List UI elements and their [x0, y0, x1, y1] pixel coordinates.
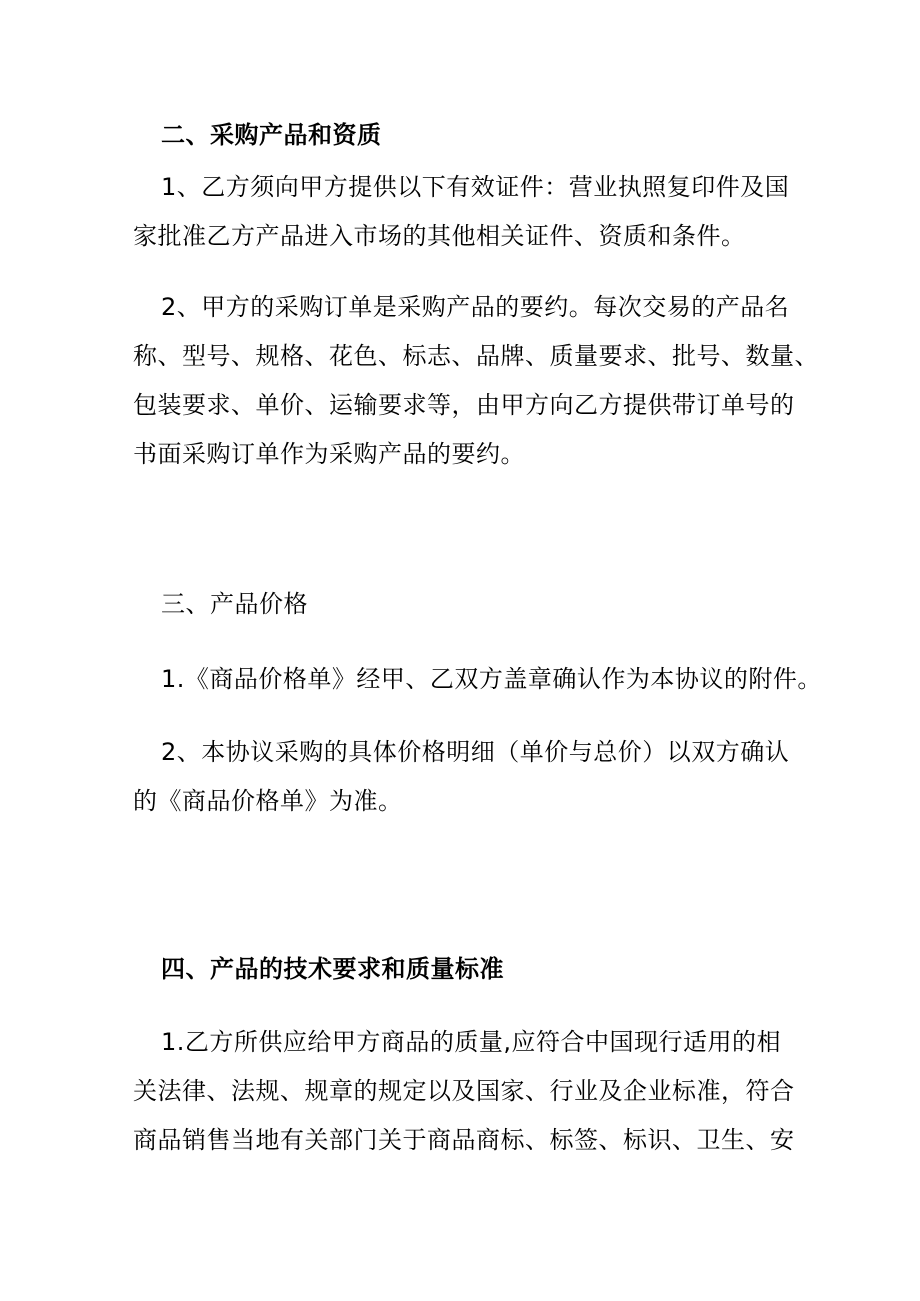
section-4-para-1-line-3: 商品销售当地有关部门关于商品商标、标签、标识、卫生、安 [133, 1126, 795, 1154]
section-2-para-2-line-2: 称、型号、规格、花色、标志、品牌、质量要求、批号、数量、 [133, 342, 819, 370]
section-4-heading: 四、产品的技术要求和质量标准 [161, 955, 504, 983]
section-2-para-2-line-3: 包装要求、单价、运输要求等，由甲方向乙方提供带订单号的 [133, 391, 795, 419]
section-2-para-2-line-4: 书面采购订单作为采购产品的要约。 [133, 440, 525, 468]
section-3-para-2-line-2: 的《商品价格单》为准。 [133, 787, 403, 815]
section-2-para-1-line-2: 家批准乙方产品进入市场的其他相关证件、资质和条件。 [133, 222, 746, 250]
section-2-heading: 二、采购产品和资质 [161, 121, 382, 149]
section-3-para-1-line-1: 1.《商品价格单》经甲、乙双方盖章确认作为本协议的附件。 [161, 665, 822, 693]
section-3-heading: 三、产品价格 [161, 590, 308, 618]
section-3-para-2-line-1: 2、本协议采购的具体价格明细（单价与总价）以双方确认 [161, 738, 790, 766]
section-2-para-2-line-1: 2、甲方的采购订单是采购产品的要约。每次交易的产品名 [161, 293, 790, 321]
section-2-para-1-line-1: 1、乙方须向甲方提供以下有效证件：营业执照复印件及国 [161, 173, 790, 201]
section-4-para-1-line-2: 关法律、法规、规章的规定以及国家、行业及企业标准，符合 [133, 1077, 795, 1105]
section-4-para-1-line-1: 1.乙方所供应给甲方商品的质量,应符合中国现行适用的相 [161, 1028, 782, 1056]
